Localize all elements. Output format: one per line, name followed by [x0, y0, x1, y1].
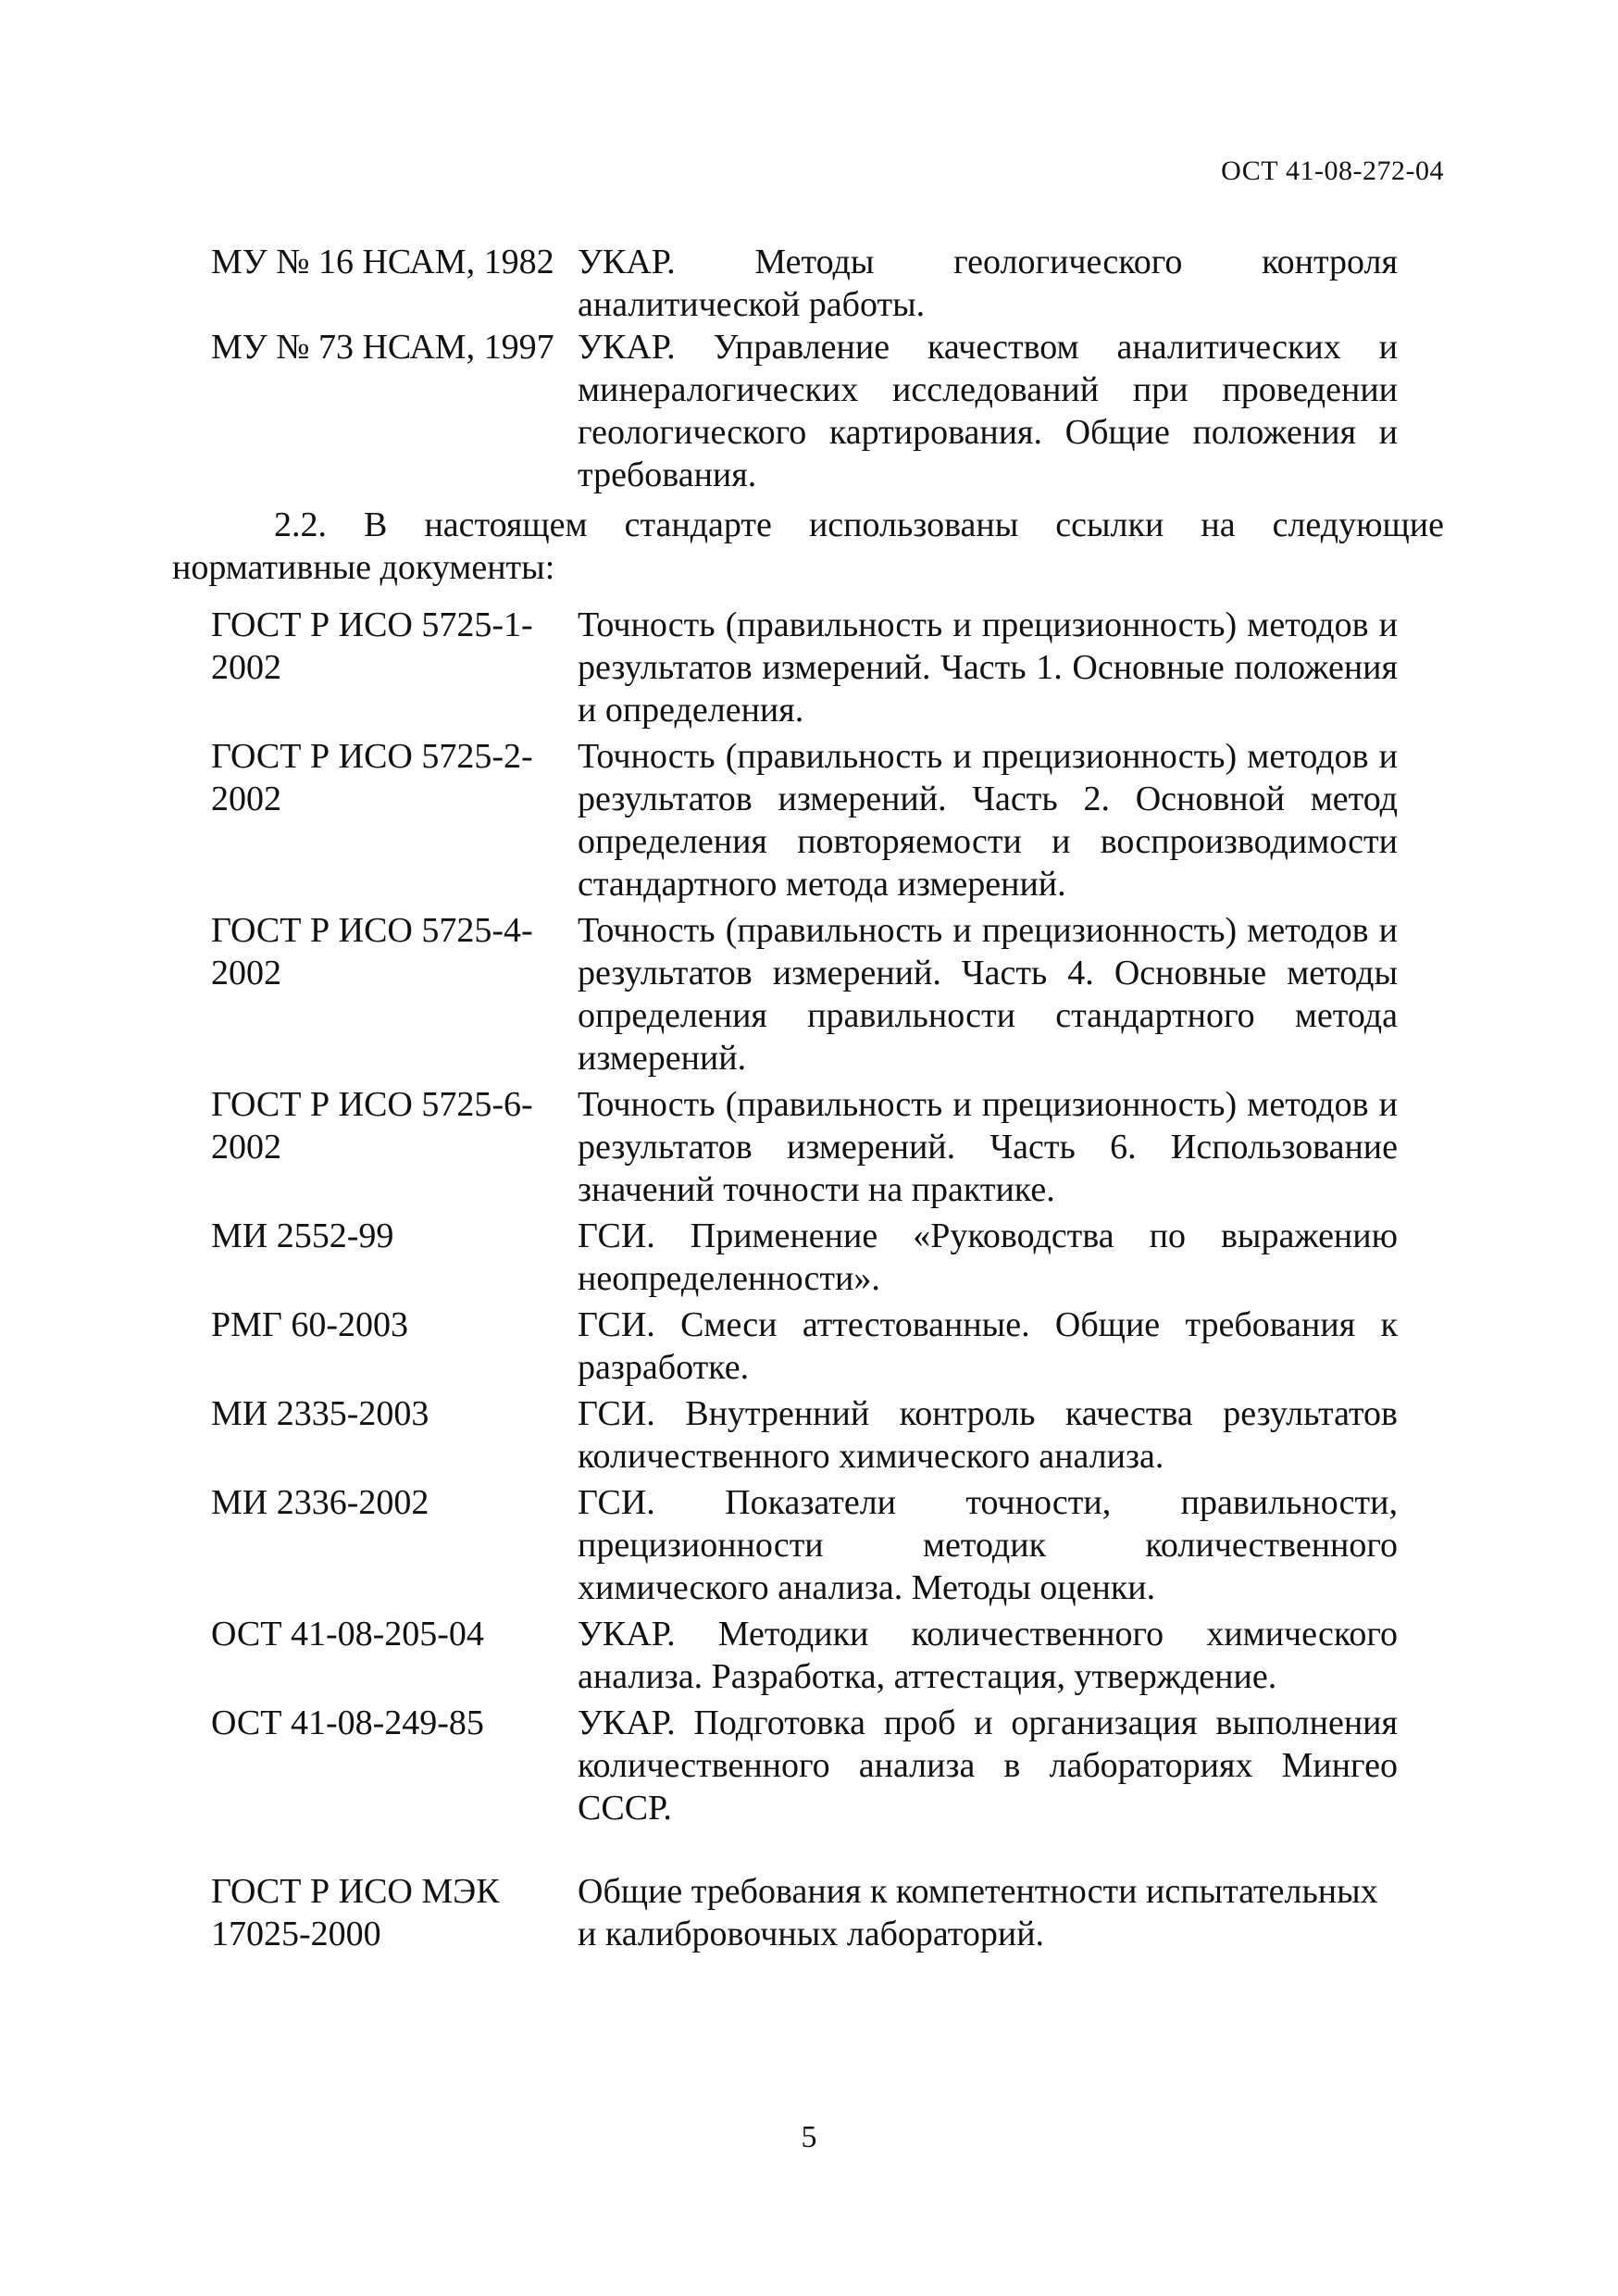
reference-code: ОСТ 41-08-249-85	[211, 1703, 484, 1742]
normative-references-list	[211, 604, 1398, 1959]
reference-row	[211, 1083, 1398, 1211]
reference-code: МУ № 73 НСАМ, 1997	[211, 328, 554, 367]
reference-row	[211, 909, 1398, 1079]
reference-row	[211, 1613, 1398, 1698]
references-top-list	[211, 241, 1398, 496]
reference-code: РМГ 60-2003	[211, 1305, 409, 1344]
document-code: ОСТ 41-08-272-04	[1221, 156, 1444, 186]
reference-title: Точность (правильность и прецизионность) методов и результатов измерений. Часть 4. Основные методы определения правильности стандартного метода измерений.	[578, 911, 1398, 1078]
reference-row	[211, 1392, 1398, 1478]
reference-code: ГОСТ Р ИСО 5725-6-2002	[211, 1085, 533, 1167]
reference-code: МИ 2552-99	[211, 1217, 394, 1255]
reference-code: ГОСТ Р ИСО 5725-1-2002	[211, 605, 533, 687]
reference-title: Общие требования к компетентности испытательных и калибровочных лабораторий.	[578, 1872, 1378, 1953]
reference-code: ОСТ 41-08-205-04	[211, 1615, 484, 1653]
page-number: 5	[801, 2120, 817, 2154]
reference-title: Точность (правильность и прецизионность) методов и результатов измерений. Часть 1. Основные положения и определения.	[578, 605, 1398, 730]
reference-code: МИ 2335-2003	[211, 1394, 429, 1433]
reference-title: Точность (правильность и прецизионность) методов и результатов измерений. Часть 2. Основной метод определения повторяемости и воспроизводимости стандартного метода измерений.	[578, 737, 1398, 904]
reference-title: УКАР. Методики количественного химического анализа. Разработка, аттестация, утверждение.	[578, 1615, 1398, 1696]
reference-row	[211, 1481, 1398, 1609]
section-paragraph: 2.2. В настоящем стандарте использованы ссылки на следующие нормативные документы:	[172, 505, 1444, 587]
reference-code: ГОСТ Р ИСО 5725-2-2002	[211, 737, 533, 818]
reference-code: МИ 2336-2002	[211, 1483, 429, 1522]
reference-row	[211, 1870, 1398, 1955]
reference-row	[211, 735, 1398, 905]
reference-title: УКАР. Подготовка проб и организация выполнения количественного анализа в лабораториях Мингео СССР.	[578, 1703, 1398, 1828]
reference-title: УКАР. Управление качеством аналитических и минералогических исследований при проведении геологического картирования. Общие положения и требования.	[578, 328, 1398, 494]
reference-title: Точность (правильность и прецизионность) методов и результатов измерений. Часть 6. Использование значений точности на практике.	[578, 1085, 1398, 1209]
reference-title: УКАР. Методы геологического контроля аналитической работы.	[578, 243, 1398, 324]
reference-row	[211, 1215, 1398, 1300]
reference-title: ГСИ. Показатели точности, правильности, прецизионности методик количественного химического анализа. Методы оценки.	[578, 1483, 1398, 1607]
reference-code: ГОСТ Р ИСО МЭК 17025-2000	[211, 1872, 500, 1953]
reference-title: ГСИ. Внутренний контроль качества результатов количественного химического анализа.	[578, 1394, 1398, 1476]
reference-row	[211, 1304, 1398, 1389]
reference-row	[211, 1702, 1398, 1829]
reference-row	[211, 326, 1398, 496]
reference-title: ГСИ. Применение «Руководства по выражению неопределенности».	[578, 1217, 1398, 1298]
reference-code: ГОСТ Р ИСО 5725-4-2002	[211, 911, 533, 992]
reference-row	[211, 241, 1398, 326]
reference-row	[211, 604, 1398, 731]
reference-code: МУ № 16 НСАМ, 1982	[211, 243, 554, 281]
reference-title: ГСИ. Смеси аттестованные. Общие требования к разработке.	[578, 1305, 1398, 1387]
